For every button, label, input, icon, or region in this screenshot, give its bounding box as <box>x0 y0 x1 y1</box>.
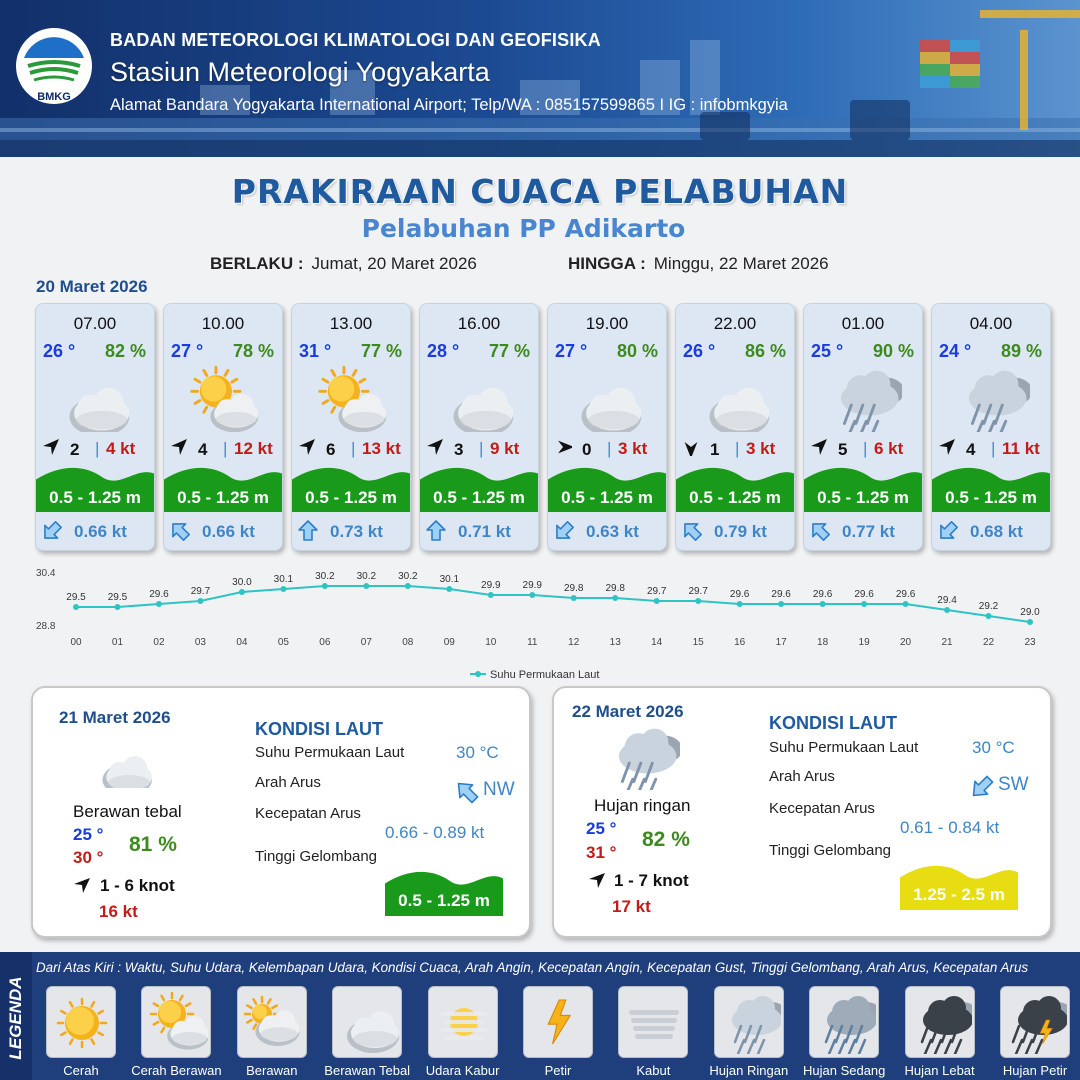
separator: | <box>223 439 228 458</box>
hourly-wind-speed: 0 <box>582 440 592 459</box>
x-tick-label: 09 <box>443 637 455 648</box>
legend-item <box>905 986 975 1058</box>
x-tick-label: 07 <box>360 637 372 648</box>
legend-title: LEGENDA <box>6 976 25 1060</box>
day3-weather-icon <box>604 724 680 790</box>
current-direction-arrow-icon <box>296 519 320 543</box>
current-direction-arrow-icon <box>552 519 576 543</box>
day2-max-temp: 30 ° <box>73 848 104 867</box>
day3-current-dir-label: Arah Arus <box>769 768 835 785</box>
data-label: 29.6 <box>895 589 916 600</box>
day3-wind-arrow-icon <box>588 871 606 889</box>
data-label: 29.7 <box>646 586 667 597</box>
day3-min-temp: 25 ° <box>586 819 617 838</box>
x-tick-label: 00 <box>70 637 82 648</box>
data-label: 29.6 <box>812 589 833 600</box>
legend-item-label: Hujan Ringan <box>709 1063 789 1078</box>
data-point <box>654 598 660 604</box>
x-tick-label: 11 <box>527 637 538 648</box>
data-label: 29.9 <box>481 580 501 591</box>
day3-gust: 17 kt <box>612 897 651 916</box>
separator: | <box>991 439 996 458</box>
hourly-wave-height: 0.5 - 1.25 m <box>945 488 1037 507</box>
hourly-wind-speed: 2 <box>70 440 80 459</box>
day2-wave-label: Tinggi Gelombang <box>255 848 378 865</box>
day3-date: 22 Maret 2026 <box>572 702 684 721</box>
data-point <box>695 598 701 604</box>
x-tick-label: 01 <box>111 637 124 648</box>
hourly-wave-height: 0.5 - 1.25 m <box>49 488 141 507</box>
legend-description: Dari Atas Kiri : Waktu, Suhu Udara, Kelembapan Udara, Kondisi Cuaca, Arah Angin, Kecepatan Angin, Kecepatan Gust, Tinggi Gelombang, Arah Arus, Kecepatan Arus <box>36 960 1029 975</box>
x-tick-label: 17 <box>775 637 787 648</box>
wind-direction-arrow-icon <box>938 438 956 456</box>
data-point <box>986 613 992 619</box>
day2-date: 21 Maret 2026 <box>59 708 171 727</box>
hourly-card <box>419 303 539 551</box>
data-label: 29.9 <box>522 580 542 591</box>
hourly-humidity: 82 % <box>104 341 146 361</box>
data-label: 29.6 <box>149 589 169 600</box>
bmkg-logo <box>10 28 98 108</box>
station-name: Stasiun Meteorologi Yogyakarta <box>110 57 490 87</box>
data-label: 29.6 <box>771 589 791 600</box>
day2-gust: 16 kt <box>99 902 138 921</box>
legend-item <box>809 986 879 1058</box>
legend-item <box>714 986 784 1058</box>
day2-sea-title: KONDISI LAUT <box>255 719 383 739</box>
wind-direction-arrow-icon <box>298 438 316 456</box>
day2-current-dir: NW <box>483 779 515 800</box>
hourly-wave-height: 0.5 - 1.25 m <box>689 488 781 507</box>
day3-current-speed-label: Kecepatan Arus <box>769 800 875 817</box>
data-point <box>363 583 369 589</box>
logo-text: BMKG <box>37 91 71 103</box>
x-tick-label: 06 <box>319 637 331 648</box>
kabut-icon <box>623 992 685 1054</box>
x-tick-label: 15 <box>692 637 704 648</box>
hujan-ringan-icon <box>954 366 1030 432</box>
hujan-ringan-icon <box>826 366 902 432</box>
hourly-temperature: 27 ° <box>171 341 204 361</box>
cerah-icon <box>51 992 113 1054</box>
data-point <box>820 601 826 607</box>
hujan-lebat-icon <box>910 992 972 1054</box>
wind-direction-arrow-icon <box>42 438 60 456</box>
data-label: 29.7 <box>688 586 708 597</box>
hourly-current-speed: 0.63 kt <box>586 522 639 541</box>
data-point <box>737 601 743 607</box>
wind-direction-arrow-icon <box>682 438 700 456</box>
day3-current-arrow-icon <box>968 773 996 801</box>
legend-item-label: Cerah Berawan <box>131 1063 222 1078</box>
day2-summary <box>31 686 531 938</box>
hourly-wind-speed: 3 <box>454 440 464 459</box>
data-point <box>1027 619 1033 625</box>
data-label: 29.6 <box>729 589 750 600</box>
day2-current-arrow-icon <box>453 778 481 806</box>
data-label: 29.4 <box>937 595 957 606</box>
hourly-wave-height: 0.5 - 1.25 m <box>305 488 397 507</box>
current-direction-arrow-icon <box>168 519 192 543</box>
current-direction-arrow-icon <box>424 519 448 543</box>
day2-condition: Berawan tebal <box>73 802 182 821</box>
hourly-wind-speed: 1 <box>710 440 720 459</box>
day2-wind-arrow-icon <box>73 876 91 894</box>
x-tick-label: 03 <box>194 637 206 648</box>
hourly-wind-speed: 5 <box>838 440 848 459</box>
hourly-card <box>931 303 1051 551</box>
data-label: 29.0 <box>1020 607 1040 618</box>
hourly-wave-height: 0.5 - 1.25 m <box>433 488 525 507</box>
legend-item <box>523 986 593 1058</box>
x-tick-label: 14 <box>651 637 663 648</box>
validity-from-label: BERLAKU : <box>210 254 304 273</box>
hourly-wave-height: 0.5 - 1.25 m <box>561 488 653 507</box>
data-label: 30.0 <box>232 577 252 588</box>
legend-item <box>332 986 402 1058</box>
hourly-time: 10.00 <box>201 314 245 333</box>
day1-date: 20 Maret 2026 <box>36 277 148 296</box>
data-label: 29.7 <box>190 586 211 597</box>
data-label: 29.6 <box>854 589 874 600</box>
hujan-petir-icon <box>1005 992 1067 1054</box>
x-tick-label: 19 <box>858 637 870 648</box>
hourly-card <box>35 303 155 551</box>
day3-sst-value: 30 °C <box>972 738 1015 757</box>
hourly-wind-speed: 4 <box>966 440 976 459</box>
berawan-tebal-icon <box>58 366 134 432</box>
day3-wave-label: Tinggi Gelombang <box>769 842 892 859</box>
x-tick-label: 21 <box>941 637 953 648</box>
day2-humidity: 81 % <box>129 833 177 856</box>
x-tick-label: 22 <box>982 637 995 648</box>
legend-item-label: Kabut <box>636 1063 671 1078</box>
day2-min-temp: 25 ° <box>73 825 104 844</box>
hourly-wave-height: 0.5 - 1.25 m <box>177 488 269 507</box>
legend-sidebar <box>0 952 32 1080</box>
cerah-berawan-icon <box>186 366 262 432</box>
data-label: 29.5 <box>66 592 86 603</box>
validity-from <box>210 254 477 274</box>
current-direction-arrow-icon <box>936 519 960 543</box>
separator: | <box>735 439 740 458</box>
hourly-current-speed: 0.71 kt <box>458 522 511 541</box>
hourly-card <box>803 303 923 551</box>
data-point <box>903 601 909 607</box>
hujan-sedang-icon <box>814 992 876 1054</box>
data-label: 30.1 <box>273 574 294 585</box>
hourly-humidity: 80 % <box>616 341 658 361</box>
hourly-wave-height: 0.5 - 1.25 m <box>817 488 909 507</box>
wind-direction-arrow-icon <box>170 438 188 456</box>
hourly-current-speed: 0.73 kt <box>330 522 383 541</box>
data-point <box>571 595 577 601</box>
hourly-temperature: 26 ° <box>43 341 76 361</box>
day2-current-dir-label: Arah Arus <box>255 774 321 791</box>
berawan-tebal-icon <box>570 366 646 432</box>
hourly-gust: 3 kt <box>618 439 648 458</box>
legend-item-label: Petir <box>544 1063 572 1078</box>
header-banner <box>0 0 1080 157</box>
legend-swatch-marker <box>475 671 481 677</box>
hourly-humidity: 78 % <box>232 341 274 361</box>
hourly-temperature: 24 ° <box>939 341 972 361</box>
data-point <box>114 604 120 610</box>
sst-line-chart <box>30 565 1050 685</box>
hourly-temperature: 26 ° <box>683 341 716 361</box>
day2-wave-value: 0.5 - 1.25 m <box>398 891 490 910</box>
data-label: 30.2 <box>356 571 377 582</box>
data-point <box>944 607 950 613</box>
day2-weather-icon <box>93 738 163 788</box>
data-label: 29.5 <box>107 592 128 603</box>
data-label: 29.2 <box>978 601 999 612</box>
x-tick-label: 20 <box>900 637 912 648</box>
data-point <box>322 583 328 589</box>
hourly-card <box>291 303 411 551</box>
hourly-gust: 9 kt <box>490 439 520 458</box>
berawan-tebal-icon <box>698 366 774 432</box>
day3-summary <box>552 686 1052 938</box>
legend-item-label: Hujan Lebat <box>904 1063 975 1078</box>
separator: | <box>863 439 868 458</box>
hourly-humidity: 90 % <box>872 341 914 361</box>
hourly-time: 04.00 <box>969 314 1013 333</box>
series-line <box>76 586 1030 622</box>
hujan-ringan-icon <box>719 992 781 1054</box>
legend-item-label: Berawan <box>246 1063 298 1078</box>
data-point <box>73 604 79 610</box>
udara-kabur-icon <box>433 992 495 1054</box>
hourly-time: 16.00 <box>457 314 501 333</box>
validity-to-value: Minggu, 22 Maret 2026 <box>653 254 829 273</box>
legend-item <box>237 986 307 1058</box>
cerah-berawan-icon <box>314 366 390 432</box>
hourly-current-speed: 0.66 kt <box>202 522 255 541</box>
x-tick-label: 12 <box>568 637 580 648</box>
day3-current-speed: 0.61 - 0.84 kt <box>900 818 1000 837</box>
hourly-time: 13.00 <box>329 314 373 333</box>
hourly-current-speed: 0.77 kt <box>842 522 895 541</box>
petir-icon <box>528 992 590 1054</box>
hourly-time: 07.00 <box>73 314 117 333</box>
data-point <box>446 586 452 592</box>
wind-direction-arrow-icon <box>810 438 828 456</box>
hourly-temperature: 25 ° <box>811 341 844 361</box>
data-point <box>778 601 784 607</box>
legend-item-label: Udara Kabur <box>425 1063 500 1078</box>
hourly-time: 19.00 <box>585 314 629 333</box>
x-tick-label: 05 <box>277 637 289 648</box>
hourly-humidity: 77 % <box>488 341 530 361</box>
hourly-card <box>675 303 795 551</box>
hourly-humidity: 86 % <box>744 341 786 361</box>
data-point <box>612 595 618 601</box>
x-tick-label: 02 <box>153 637 165 648</box>
data-point <box>156 601 162 607</box>
page-title: PRAKIRAAN CUACA PELABUHAN <box>231 172 849 211</box>
day3-condition: Hujan ringan <box>594 796 691 815</box>
data-label: 30.2 <box>398 571 418 582</box>
legend-item <box>46 986 116 1058</box>
current-direction-arrow-icon <box>680 519 704 543</box>
validity-from-value: Jumat, 20 Maret 2026 <box>311 254 477 273</box>
data-point <box>280 586 286 592</box>
legend-entry: Suhu Permukaan Laut <box>490 669 600 681</box>
hourly-wind-speed: 6 <box>326 440 336 459</box>
hourly-gust: 3 kt <box>746 439 776 458</box>
day2-current-speed: 0.66 - 0.89 kt <box>385 823 485 842</box>
hourly-gust: 11 kt <box>1002 439 1040 458</box>
hourly-temperature: 31 ° <box>299 341 332 361</box>
x-tick-label: 18 <box>817 637 829 648</box>
hourly-time: 01.00 <box>841 314 885 333</box>
day3-wind-speed: 1 - 7 knot <box>614 871 689 890</box>
wind-direction-arrow-icon <box>426 438 444 456</box>
page-subtitle: Pelabuhan PP Adikarto <box>361 214 686 243</box>
legend-item <box>1000 986 1070 1058</box>
x-tick-label: 23 <box>1024 637 1036 648</box>
data-point <box>529 592 535 598</box>
y-tick-label: 28.8 <box>36 621 56 632</box>
day2-sst-label: Suhu Permukaan Laut <box>255 744 405 761</box>
berawan-icon <box>242 992 304 1054</box>
data-point <box>861 601 867 607</box>
data-label: 29.8 <box>564 583 584 594</box>
organization-name: BADAN METEOROLOGI KLIMATOLOGI DAN GEOFISIKA <box>110 30 601 50</box>
current-direction-arrow-icon <box>40 519 64 543</box>
x-tick-label: 13 <box>609 637 621 648</box>
hourly-temperature: 28 ° <box>427 341 460 361</box>
wind-direction-arrow-icon <box>554 438 572 456</box>
hourly-gust: 12 kt <box>234 439 273 458</box>
berawan-tebal-icon <box>337 992 399 1054</box>
data-label: 30.1 <box>439 574 460 585</box>
data-point <box>239 589 245 595</box>
hourly-gust: 4 kt <box>106 439 136 458</box>
legend-item <box>618 986 688 1058</box>
day2-sst-value: 30 °C <box>456 743 499 762</box>
validity-to <box>568 254 829 274</box>
legend-item <box>428 986 498 1058</box>
legend-item-label: Hujan Petir <box>1002 1063 1068 1078</box>
day3-current-dir: SW <box>998 774 1029 795</box>
x-tick-label: 04 <box>236 637 248 648</box>
separator: | <box>479 439 484 458</box>
hourly-current-speed: 0.79 kt <box>714 522 767 541</box>
berawan-tebal-icon <box>442 366 518 432</box>
legend-item-label: Cerah <box>63 1063 99 1078</box>
data-label: 29.8 <box>605 583 625 594</box>
hourly-card <box>547 303 667 551</box>
day3-sst-label: Suhu Permukaan Laut <box>769 739 919 756</box>
day2-wind-speed: 1 - 6 knot <box>100 876 175 895</box>
separator: | <box>607 439 612 458</box>
day3-wave-value: 1.25 - 2.5 m <box>913 885 1005 904</box>
data-point <box>488 592 494 598</box>
hourly-card <box>163 303 283 551</box>
current-direction-arrow-icon <box>808 519 832 543</box>
day3-max-temp: 31 ° <box>586 843 617 862</box>
hourly-current-speed: 0.68 kt <box>970 522 1023 541</box>
hourly-gust: 13 kt <box>362 439 401 458</box>
x-tick-label: 08 <box>402 637 414 648</box>
validity-to-label: HINGGA : <box>568 254 646 273</box>
data-point <box>197 598 203 604</box>
hourly-temperature: 27 ° <box>555 341 588 361</box>
station-address: Alamat Bandara Yogyakarta International Airport; Telp/WA : 085157599865 I IG : infobmkgyia <box>110 96 788 114</box>
hourly-wind-speed: 4 <box>198 440 208 459</box>
legend-item <box>141 986 211 1058</box>
separator: | <box>351 439 356 458</box>
data-point <box>405 583 411 589</box>
hourly-humidity: 89 % <box>1000 341 1042 361</box>
cerah-berawan-icon <box>146 992 208 1054</box>
separator: | <box>95 439 100 458</box>
legend-panel <box>0 952 1080 1080</box>
hourly-gust: 6 kt <box>874 439 904 458</box>
x-tick-label: 16 <box>734 637 746 648</box>
hourly-time: 22.00 <box>713 314 757 333</box>
legend-item-label: Berawan Tebal <box>324 1063 411 1078</box>
hourly-current-speed: 0.66 kt <box>74 522 127 541</box>
y-tick-label: 30.4 <box>36 568 56 579</box>
hourly-humidity: 77 % <box>360 341 402 361</box>
legend-item-label: Hujan Sedang <box>802 1063 886 1078</box>
day3-sea-title: KONDISI LAUT <box>769 713 897 733</box>
day3-humidity: 82 % <box>642 828 690 851</box>
data-label: 30.2 <box>315 571 335 582</box>
x-tick-label: 10 <box>485 637 497 648</box>
day2-current-speed-label: Kecepatan Arus <box>255 805 361 822</box>
